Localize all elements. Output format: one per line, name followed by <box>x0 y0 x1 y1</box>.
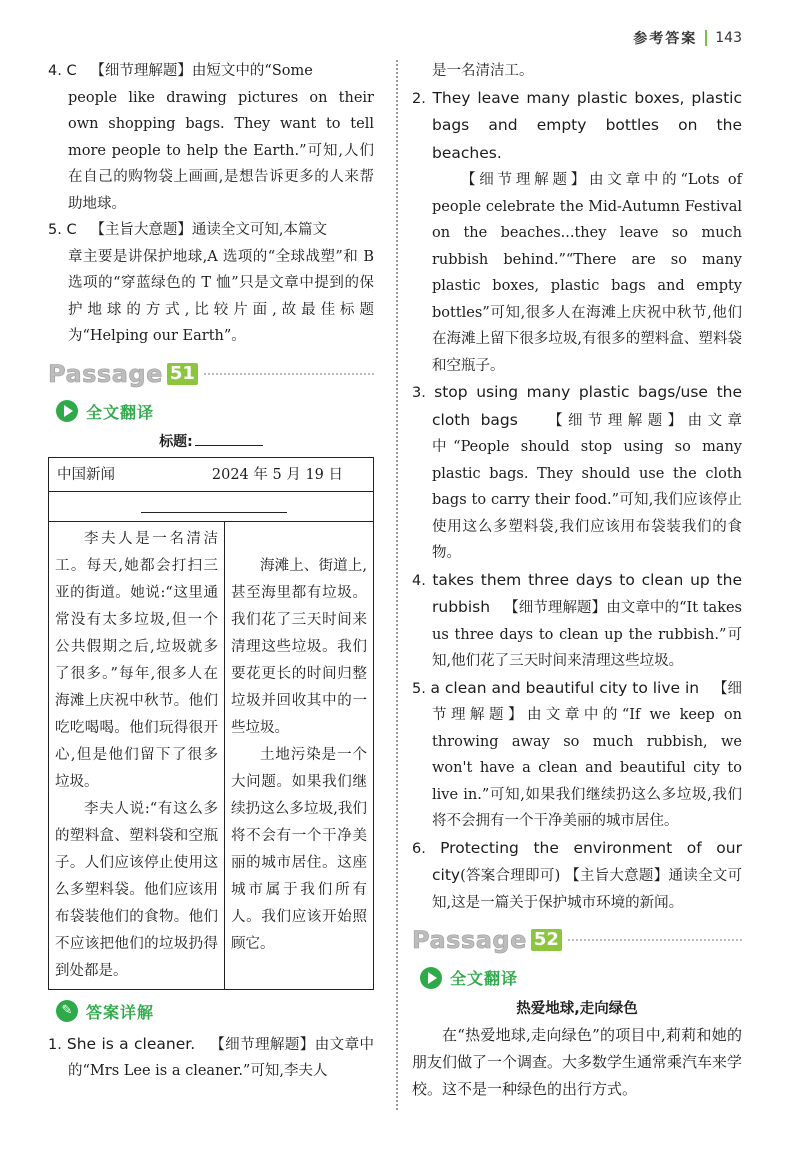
answer-q4 <box>48 58 374 217</box>
a5-answer: a clean and beautiful city to live in <box>430 678 700 697</box>
translation-title-51: 全文翻译 <box>86 402 155 422</box>
a2-answer: They leave many plastic boxes, plastic bags and empty bottles on the beaches. <box>432 88 743 162</box>
a6-answer: Protecting the environment of our city <box>432 838 742 884</box>
a4-answer: takes them three days to clean up the rubbish <box>432 570 742 616</box>
answer-q5 <box>48 217 374 350</box>
passage-51-dots <box>204 373 374 375</box>
left-column <box>48 58 374 1085</box>
news-source: 中国新闻 <box>57 466 115 483</box>
a1-answer: She is a cleaner. <box>66 1034 196 1053</box>
right-column <box>412 58 742 1103</box>
q5-line1: 【主旨大意题】通读全文可知,本篇文 <box>90 222 328 238</box>
answer-a6 <box>412 835 742 917</box>
header-separator <box>705 30 707 46</box>
news-column-2 <box>225 522 373 989</box>
answers-heading <box>56 1000 374 1023</box>
news-table <box>48 457 374 990</box>
title-blank <box>195 445 263 446</box>
a1-continuation: 是一名清洁工。 <box>432 63 534 79</box>
a4-label: 4. <box>412 572 426 589</box>
play-icon <box>420 967 442 989</box>
passage-52-title: 热爱地球,走向绿色 <box>516 1001 638 1017</box>
a5-label: 5. <box>412 680 426 697</box>
passage-52-word: Passage <box>412 926 527 954</box>
passage-52-heading <box>412 926 742 954</box>
answers-title: 答案详解 <box>86 1002 155 1022</box>
answer-a2 <box>412 85 742 168</box>
page-number: 143 <box>715 30 742 46</box>
news-col2-gap <box>231 526 367 553</box>
passage-52-number: 52 <box>531 929 562 951</box>
headline-blank <box>141 512 287 513</box>
play-icon <box>56 400 78 422</box>
a3-label: 3. <box>412 385 426 401</box>
a1-label: 1. <box>48 1036 62 1053</box>
news-table-title-label: 标题: <box>159 433 193 450</box>
passage-51-number: 51 <box>167 363 198 385</box>
news-col1-p1: 李夫人是一名清洁工。每天,她都会打扫三亚的街道。她说:“这里通常没有太多垃圾,但一个公共假期之后,垃圾就多了很多。”每年,很多人在海滩上庆祝中秋节。他们吃吃喝喝。他们玩得很开心,但是他们留下了很多垃圾。 <box>55 530 218 790</box>
q4-rest: people like drawing pictures on their own shopping bags. They want to tell more people to help the Earth.”可知,人们在自己的购物袋上画画,是想告诉更多的人来帮助地球。 <box>68 89 374 212</box>
news-headline-blank-row <box>49 492 373 522</box>
pen-icon: ✎ <box>56 1000 78 1022</box>
q4-line1: 【细节理解题】由短文中的“Some <box>90 63 313 79</box>
translation-title-52: 全文翻译 <box>450 969 519 988</box>
a2-text: 【细节理解题】由文章中的“Lots of people celebrate the Mid-Autumn Festival on the beaches...they leave so much rubbish behind.”“There are so many plastic boxes, plastic bags and empty bottles”可知,很多人在海滩上庆祝中秋节,他们在海滩上留下很多垃圾,有很多的塑料盒、塑料袋和空瓶子。 <box>432 172 742 374</box>
a6-text: (答案合理即可) 【主旨大意题】通读全文可知,这是一篇关于保护城市环境的新闻。 <box>432 868 742 911</box>
page-header <box>633 28 742 48</box>
a4-text: 【细节理解题】由文章中的“It takes us three days to clean up the rubbish.”可知,他们花了三天时间来清理这些垃圾。 <box>432 600 743 669</box>
passage-52-dots <box>568 939 742 941</box>
answer-a5 <box>412 675 742 835</box>
news-table-title <box>48 431 374 451</box>
answer-a4 <box>412 567 742 675</box>
q5-rest: 章主要是讲保护地球,A 选项的“全球战塑”和 B 选项的“穿蓝绿色的 T 恤”只是文章中提到的保护地球的方式,比较片面,故最佳标题为“Helping our Earth”。 <box>68 248 374 344</box>
news-body <box>49 522 373 989</box>
column-divider <box>396 60 398 1110</box>
news-col2-p2: 土地污染是一个大问题。如果我们继续扔这么多垃圾,我们将不会有一个干净美丽的城市居住。这座城市属于我们所有人。我们应该开始照顾它。 <box>231 746 367 952</box>
passage-52-paragraph: 在“热爱地球,走向绿色”的项目中,莉莉和她的朋友们做了一个调查。大多数学生通常乘汽车来学校。这不是一种绿色的出行方式。 <box>412 1026 743 1098</box>
translation-heading-51 <box>56 400 374 423</box>
passage-51-heading <box>48 360 374 388</box>
a2-label: 2. <box>412 90 426 107</box>
answer-a1 <box>48 1031 374 1085</box>
news-col1-p2: 李夫人说:“有这么多的塑料盒、塑料袋和空瓶子。人们应该停止使用这么多塑料袋。他们应该用布袋装他们的食物。他们不应该把他们的垃圾扔得到处都是。 <box>55 800 218 979</box>
passage-51-word: Passage <box>48 359 163 388</box>
header-title: 参考答案 <box>633 31 698 47</box>
translation-heading-52 <box>420 966 742 989</box>
a1-text: 【细节理解题】由文章中的“Mrs Lee is a cleaner.”可知,李夫人 <box>68 1036 375 1079</box>
news-col2-p1: 海滩上、街道上,甚至海里都有垃圾。我们花了三天时间来清理这些垃圾。我们要花更长的时间归整垃圾并回收其中的一些垃圾。 <box>231 557 367 736</box>
a5-text: 【细节理解题】由文章中的“If we keep on throwing away so much rubbish, we won't have a clean and beautiful city to live in.”可知,如果我们继续扔这么多垃圾,我们将不会拥有一个干净美丽的城市居住。 <box>432 680 743 829</box>
news-date: 2024 年 5 月 19 日 <box>211 466 343 483</box>
a3-text: 【细节理解题】由文章中“People should stop using so many plastic bags. They should use the cloth bags to carry their food.”可知,我们应该停止使用这么多塑料袋,我们应该用布袋装我们的食物。 <box>432 412 743 561</box>
answer-a3 <box>412 379 742 567</box>
news-column-1 <box>49 522 225 989</box>
a3-answer: stop using many plastic bags/use the cloth bags <box>432 383 743 429</box>
news-top-row <box>49 458 373 492</box>
q5-label: 5. C <box>48 222 77 238</box>
q4-label: 4. C <box>48 63 77 79</box>
a2-text-wrap <box>412 167 742 379</box>
a6-label: 6. <box>412 840 426 857</box>
